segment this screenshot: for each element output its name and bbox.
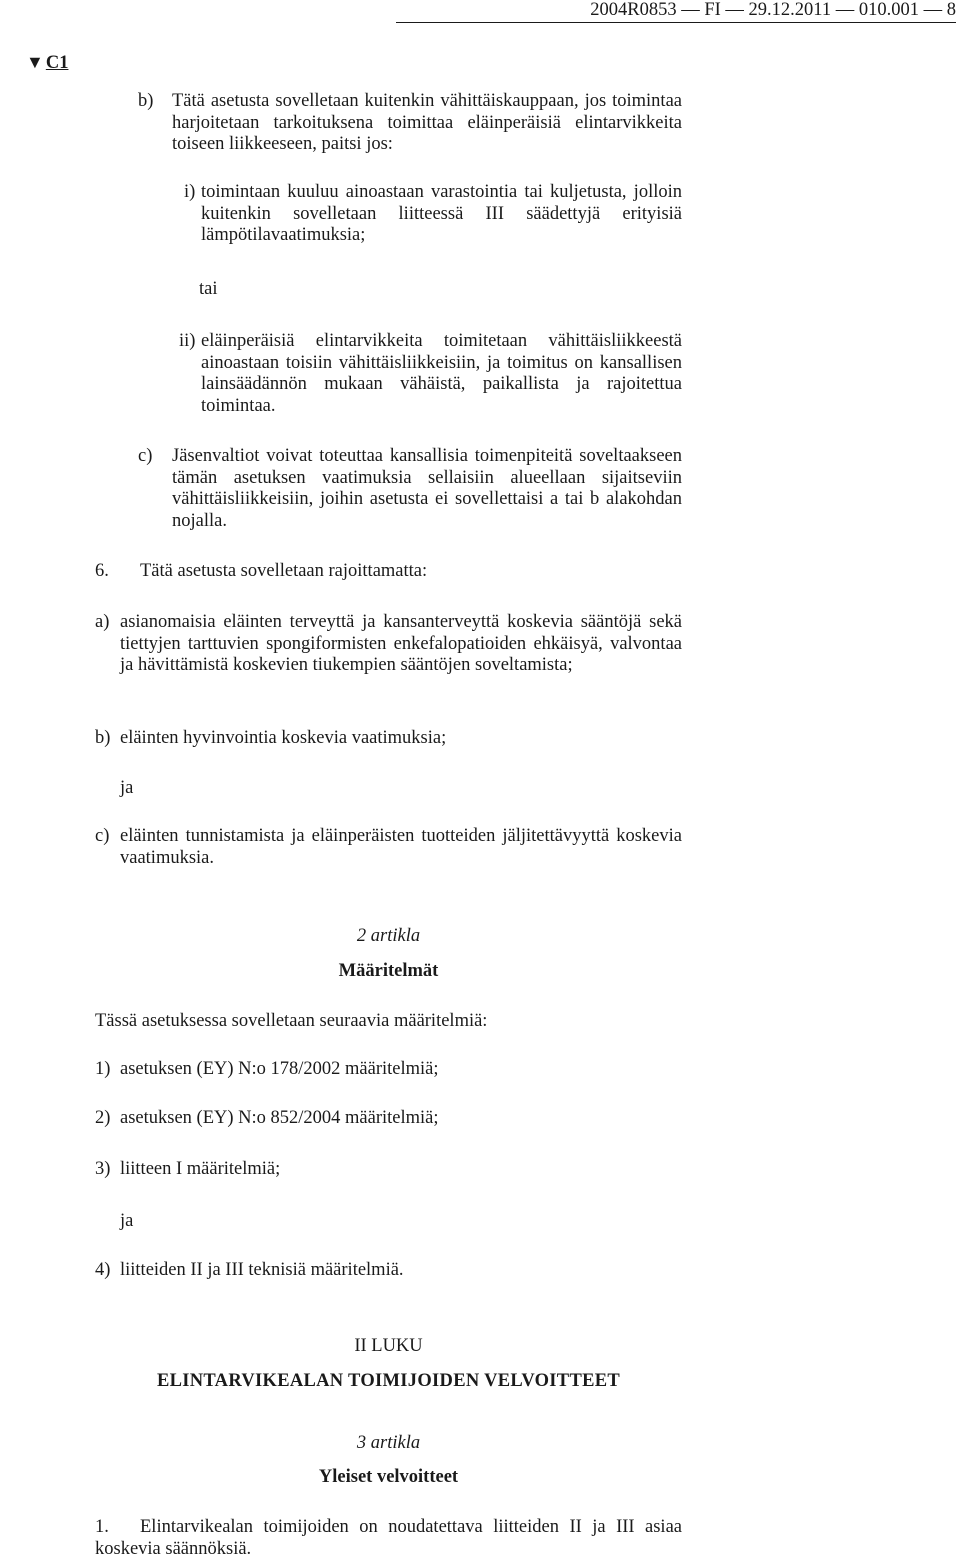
article-3-title: Yleiset velvoitteet: [318, 1467, 459, 1487]
definition-4: [95, 1260, 682, 1282]
definition-1: [95, 1059, 682, 1081]
definition-text: asetuksen (EY) N:o 178/2002 määritelmiä;: [120, 1059, 439, 1079]
article-2-number: 2 artikla: [356, 926, 421, 946]
chapter-2-number: II LUKU: [354, 1336, 423, 1356]
chapter-2-title: ELINTARVIKEALAN TOIMIJOIDEN VELVOITTEET: [156, 1371, 621, 1391]
item-number: 4): [95, 1260, 111, 1280]
item-number: 6.: [95, 561, 109, 581]
paragraph-6b: [95, 728, 682, 750]
subparagraph-i: [184, 182, 682, 247]
item-number: 2): [95, 1108, 111, 1128]
page-header: 2004R0853 — FI — 29.12.2011 — 010.001 — 8: [396, 0, 956, 23]
item-number: 1.: [95, 1517, 109, 1537]
item-number: 1): [95, 1059, 111, 1079]
item-number: b): [138, 91, 154, 111]
paragraph-text: eläinten hyvinvointia koskevia vaatimuksia;: [120, 728, 447, 748]
subparagraph-ii: [179, 331, 682, 417]
item-number: a): [95, 612, 110, 632]
article-3-number: 3 artikla: [356, 1433, 421, 1453]
item-number: ii): [179, 331, 196, 351]
conjunction-ja: ja: [120, 778, 134, 798]
paragraph-5c: [138, 446, 682, 532]
definition-3: [95, 1159, 682, 1181]
triangle-down-icon: ▼: [26, 52, 44, 72]
item-number: c): [95, 826, 110, 846]
paragraph-6: [95, 561, 682, 583]
paragraph-text: eläinperäisiä elintarvikkeita toimitetaan vähittäisliikkeestä ainoastaan toisiin vähittäisliikkeisiin, ja toimitus on kansallisen lainsäädännön mukaan vähäistä, paikallista ja rajoitettua toimintaa.: [201, 331, 682, 416]
paragraph-text: Tätä asetusta sovelletaan kuitenkin vähittäiskauppaan, jos toimintaa harjoitetaan tarkoituksena toimittaa eläinperäisiä elintarvikkeita toiseen liikkeeseen, paitsi jos:: [172, 91, 682, 154]
definition-text: liitteiden II ja III teknisiä määritelmiä.: [120, 1260, 404, 1280]
paragraph-text: eläinten tunnistamista ja eläinperäisten tuotteiden jäljitettävyyttä koskevia vaatimuksia.: [120, 826, 682, 868]
paragraph-6c: [95, 826, 682, 869]
paragraph-6a: [95, 612, 682, 677]
paragraph-text: toimintaan kuuluu ainoastaan varastointia tai kuljetusta, jolloin kuitenkin sovelletaan liitteessä III säädettyjä erityisiä lämpötilavaatimuksia;: [201, 182, 682, 245]
article-2-title: Määritelmät: [338, 961, 439, 981]
definition-text: liitteen I määritelmiä;: [120, 1159, 281, 1179]
amendment-marker[interactable]: [26, 50, 68, 75]
article-3-paragraph-1: [95, 1517, 682, 1560]
definition-2: [95, 1108, 682, 1130]
paragraph-text: Tätä asetusta sovelletaan rajoittamatta:: [140, 561, 428, 581]
paragraph-text: asianomaisia eläinten terveyttä ja kansanterveyttä koskevia sääntöjä sekä tiettyjen tarttuvien spongiformisten enkefalopatioiden ehkäisyä, valvontaa ja hävittämistä koskevien tiukempien sääntöjen soveltamista;: [120, 612, 682, 675]
paragraph-text: Jäsenvaltiot voivat toteuttaa kansallisia toimenpiteitä soveltaakseen tämän asetuksen vaatimuksia sellaisiin alueellaan sijaitseviin vähittäisliikkeisiin, joihin asetusta ei sovellettaisi a tai b alakohdan nojalla.: [172, 446, 682, 531]
article-2-intro: Tässä asetuksessa sovelletaan seuraavia määritelmiä:: [95, 1011, 488, 1031]
item-number: i): [184, 182, 196, 202]
item-number: c): [138, 446, 153, 466]
conjunction-tai: tai: [199, 279, 218, 299]
paragraph-5b: [138, 91, 682, 156]
conjunction-ja: ja: [120, 1211, 134, 1231]
item-number: b): [95, 728, 111, 748]
amendment-label[interactable]: C1: [45, 53, 69, 73]
paragraph-text: Elintarvikealan toimijoiden on noudatettava liitteiden II ja III asiaa koskevia säännöksiä.: [95, 1517, 682, 1559]
item-number: 3): [95, 1159, 111, 1179]
definition-text: asetuksen (EY) N:o 852/2004 määritelmiä;: [120, 1108, 439, 1128]
